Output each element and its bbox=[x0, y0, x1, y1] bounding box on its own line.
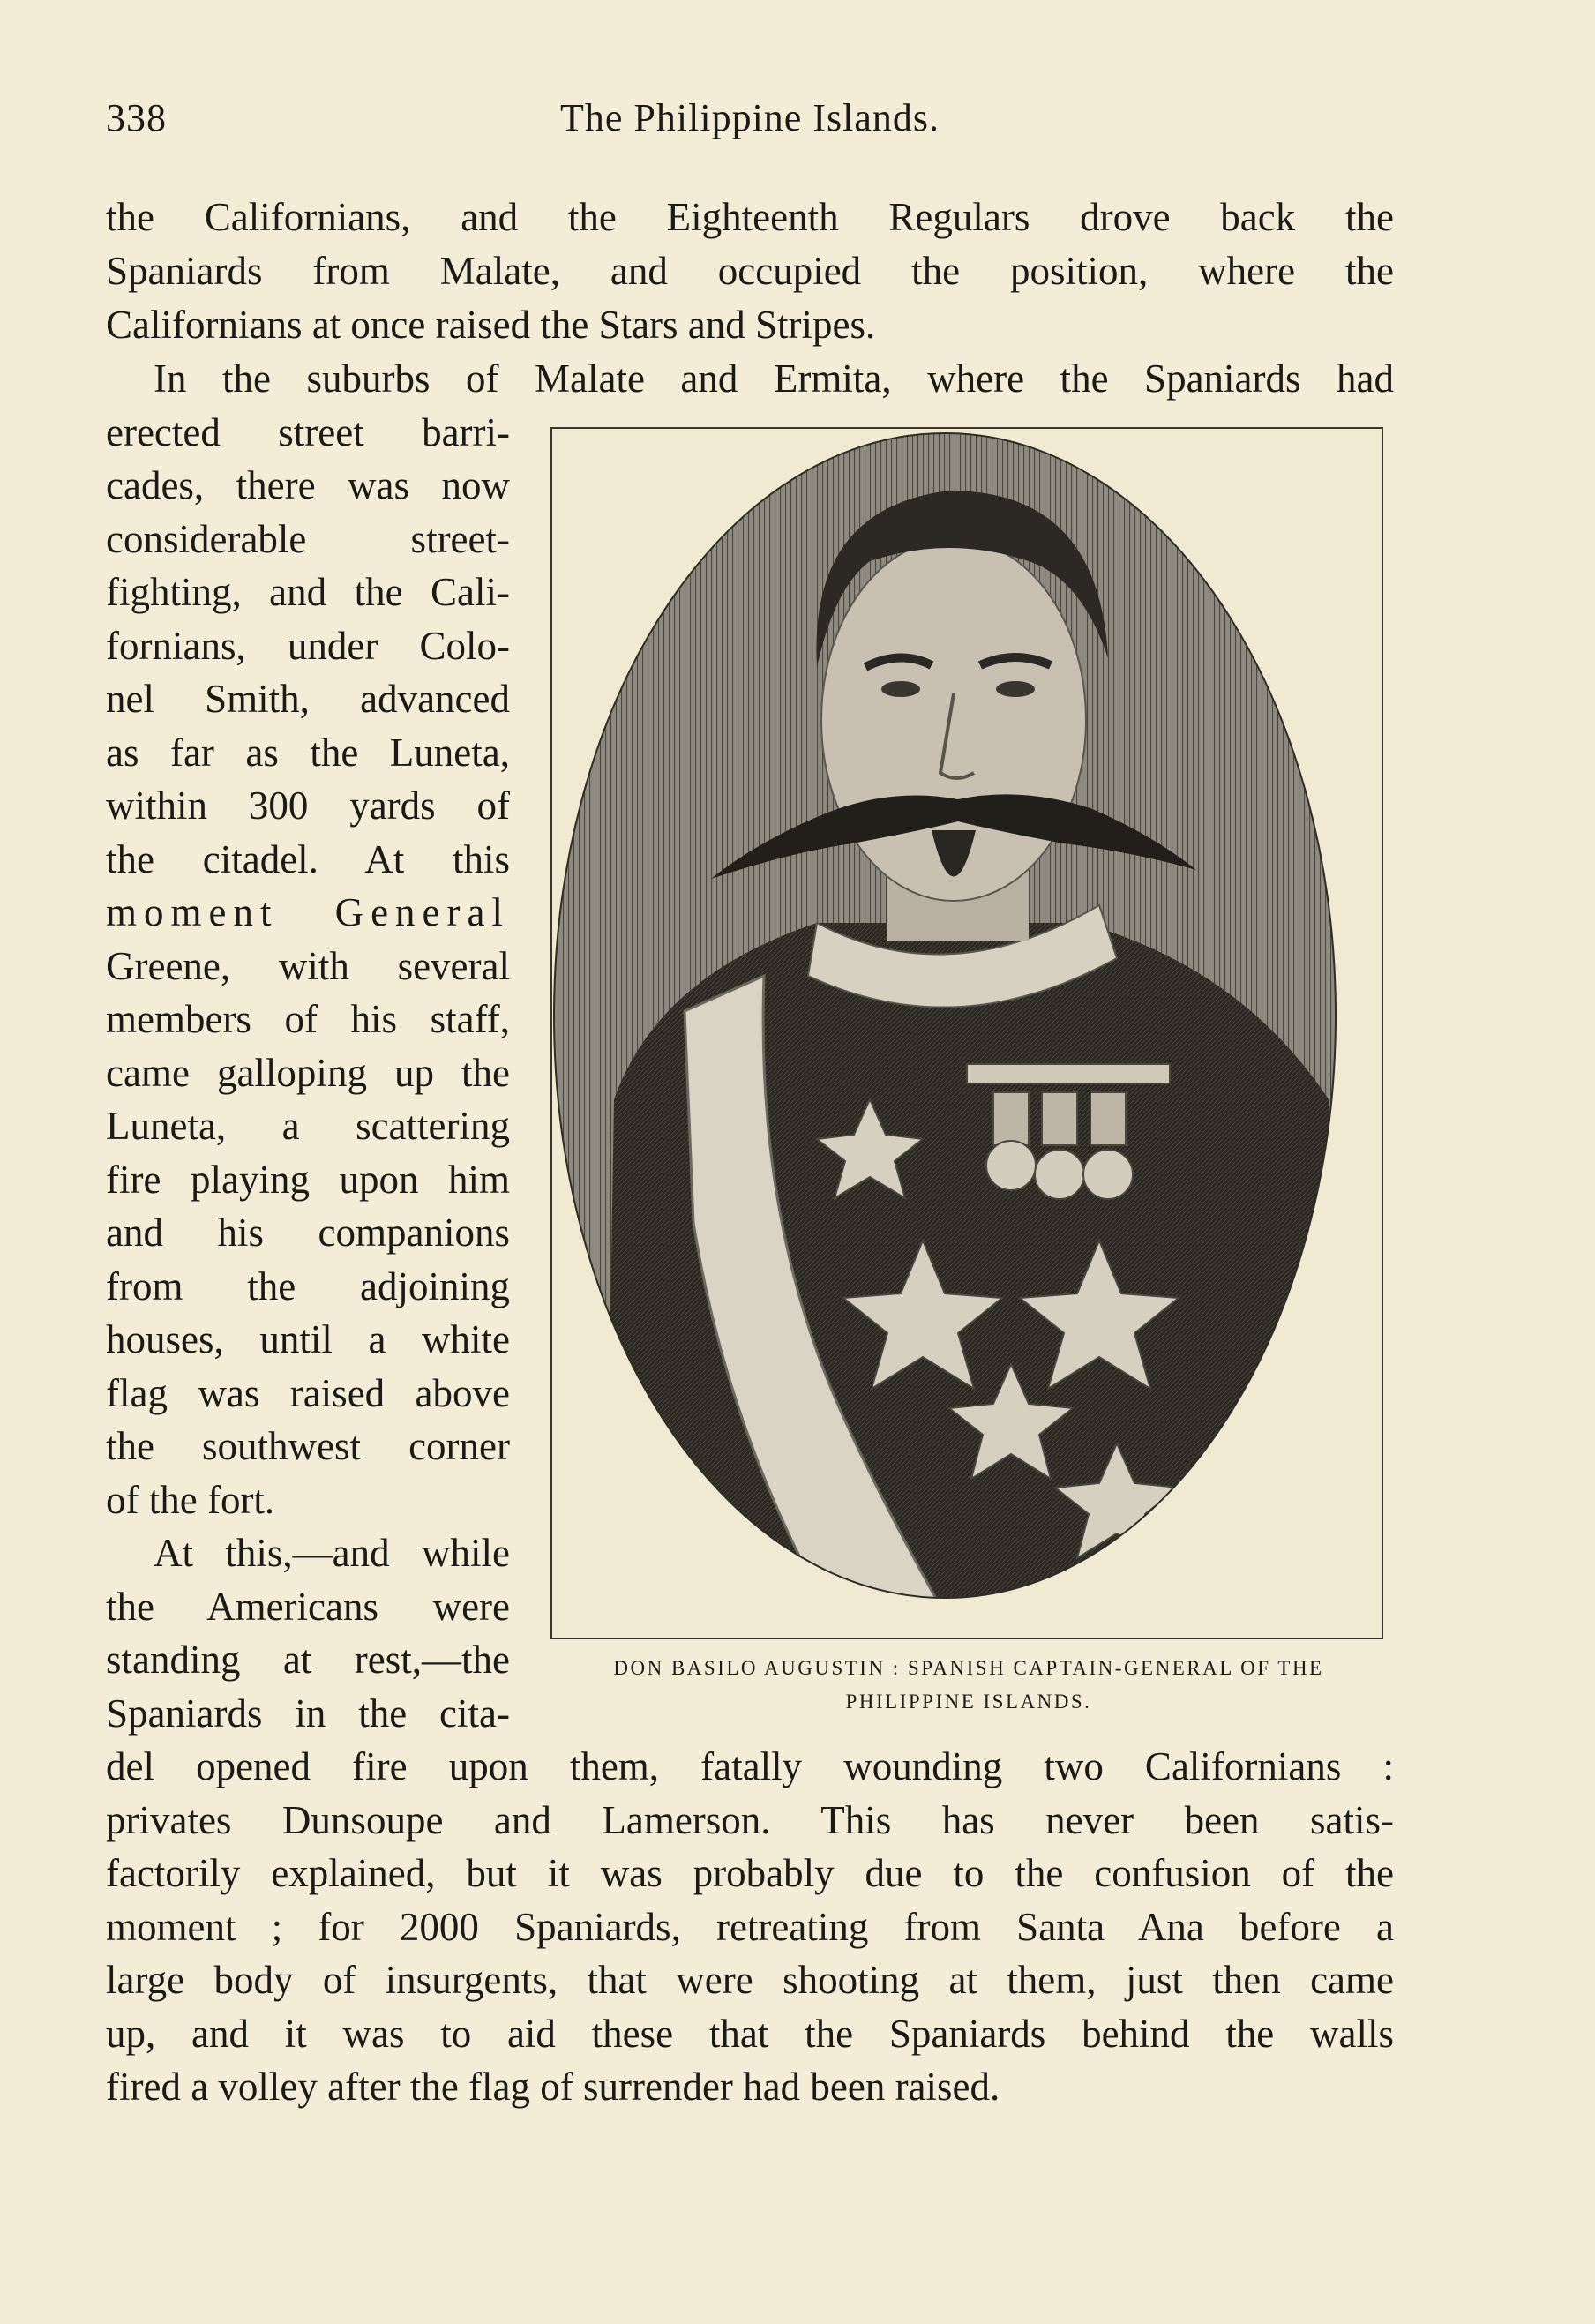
text-line: members of his staff, bbox=[106, 997, 510, 1041]
text-line: standing at rest,—the bbox=[106, 1638, 510, 1682]
text-line: came galloping up the bbox=[106, 1051, 510, 1095]
text-line: erected street barri- bbox=[106, 410, 510, 454]
running-title: The Philippine Islands. bbox=[560, 96, 940, 139]
text-line: At this,—and while bbox=[154, 1531, 510, 1575]
text-line: flag was raised above bbox=[106, 1371, 510, 1415]
text-line: fornians, under Colo- bbox=[106, 624, 510, 668]
text-line: the citadel. At this bbox=[106, 837, 510, 881]
text-line: privates Dunsoupe and Lamerson. This has never been satis- bbox=[106, 1798, 1394, 1842]
text-line: del opened fire upon them, fatally wounding two Californians : bbox=[106, 1744, 1394, 1788]
portrait-plate bbox=[550, 427, 1383, 1639]
text-line: Californians at once raised the Stars and Stripes. bbox=[106, 303, 876, 347]
text-line: moment ; for 2000 Spaniards, retreating from Santa Ana before a bbox=[106, 1905, 1394, 1949]
text-line: from the adjoining bbox=[106, 1264, 510, 1308]
text-line: the Californians, and the Eighteenth Regulars drove back the bbox=[106, 195, 1394, 239]
text-line: nel Smith, advanced bbox=[106, 677, 510, 721]
text-line: houses, until a white bbox=[106, 1317, 510, 1361]
text-line: fire playing upon him bbox=[106, 1158, 510, 1202]
text-line: considerable street- bbox=[106, 517, 510, 561]
text-line: the southwest corner bbox=[106, 1424, 510, 1468]
text-line: large body of insurgents, that were shooting at them, just then came bbox=[106, 1958, 1394, 2002]
text-line: as far as the Luneta, bbox=[106, 731, 510, 775]
text-line: Spaniards from Malate, and occupied the position, where the bbox=[106, 249, 1394, 293]
text-line: of the fort. bbox=[106, 1478, 275, 1522]
text-line: within 300 yards of bbox=[106, 783, 510, 828]
text-line: Spaniards in the cita- bbox=[106, 1691, 510, 1736]
text-line: Luneta, a scattering bbox=[106, 1104, 510, 1148]
text-line: In the suburbs of Malate and Ermita, where the Spaniards had bbox=[154, 356, 1394, 401]
page-header bbox=[106, 95, 1394, 157]
plate-caption-line-2: PHILIPPINE ISLANDS. bbox=[845, 1691, 1092, 1713]
text-line: moment General bbox=[106, 890, 510, 934]
text-line: Greene, with several bbox=[106, 944, 510, 988]
text-line: fired a volley after the flag of surrender had been raised. bbox=[106, 2065, 1000, 2109]
text-line: fighting, and the Cali- bbox=[106, 570, 510, 614]
text-line: factorily explained, but it was probably due to the confusion of the bbox=[106, 1851, 1394, 1895]
plate-caption-line-1: DON BASILO AUGUSTIN : SPANISH CAPTAIN-GENERAL OF THE bbox=[613, 1657, 1324, 1679]
portrait-illustration bbox=[552, 429, 1382, 1638]
text-line: the Americans were bbox=[106, 1585, 510, 1629]
text-line: cades, there was now bbox=[106, 463, 510, 507]
page-number: 338 bbox=[106, 96, 167, 139]
text-line: and his companions bbox=[106, 1211, 510, 1255]
text-line: up, and it was to aid these that the Spaniards behind the walls bbox=[106, 2012, 1394, 2056]
